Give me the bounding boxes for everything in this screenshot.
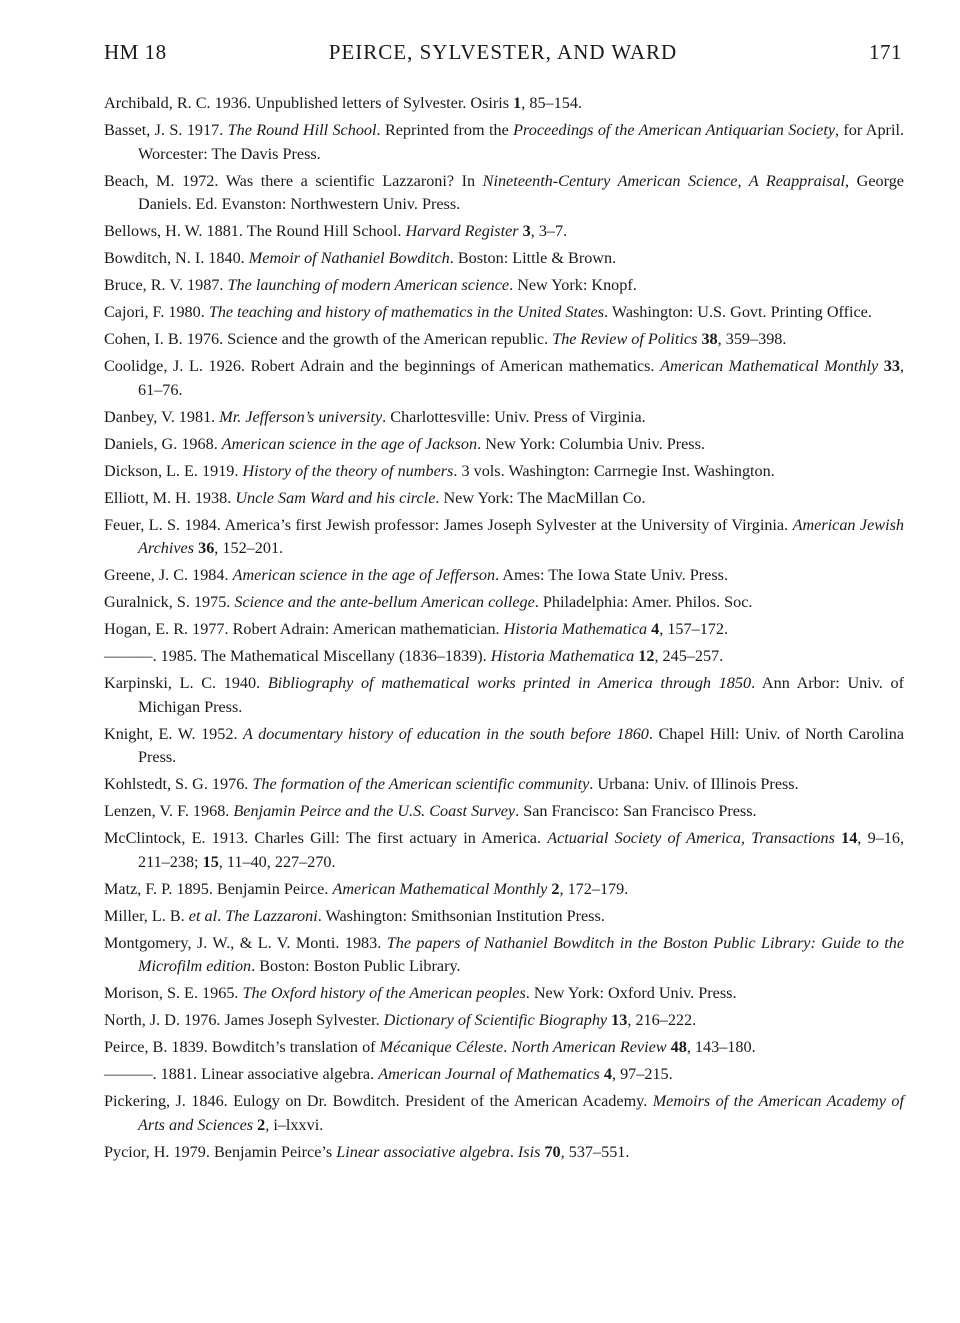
- reference-text: Pickering, J. 1846. Eulogy on Dr. Bowditch. President of the American Academy.: [104, 1092, 653, 1110]
- running-header: [104, 40, 902, 70]
- reference-text: , 143–180.: [686, 1038, 756, 1056]
- reference-title: Science and the ante-bellum American college: [234, 593, 535, 611]
- reference-entry: [104, 773, 904, 797]
- reference-entry: [104, 119, 904, 166]
- reference-title: Bibliography of mathematical works printed in America through 1850: [267, 674, 752, 692]
- reference-volume: 1: [513, 94, 522, 112]
- reference-text: Elliott, M. H. 1938.: [104, 488, 236, 507]
- reference-text: , 61–76.: [138, 357, 904, 399]
- reference-entry: [104, 92, 904, 116]
- reference-text: Matz, F. P. 1895. Benjamin Peirce.: [104, 879, 333, 898]
- reference-text: .: [217, 906, 226, 925]
- reference-text: Guralnick, S. 1975.: [104, 593, 235, 611]
- reference-title: Historia Mathematica: [503, 620, 648, 638]
- reference-text: Pycior, H. 1979. Benjamin Peirce’s: [104, 1142, 337, 1161]
- reference-text: . San Francisco: San Francisco Press.: [515, 802, 757, 820]
- reference-volume: 12: [638, 647, 655, 665]
- reference-entry: [104, 460, 904, 484]
- reference-title: Mécanique Céleste: [379, 1038, 504, 1056]
- reference-text: McClintock, E. 1913. Charles Gill: The first actuary in America.: [104, 829, 548, 847]
- reference-title: A documentary history of education in the south before 1860: [243, 724, 649, 743]
- reference-text: Bowditch, N. I. 1840.: [104, 249, 249, 267]
- reference-entry: [104, 301, 904, 325]
- reference-entry: [104, 220, 904, 244]
- reference-title: The teaching and history of mathematics in the United States: [208, 303, 605, 321]
- reference-entry: [104, 800, 904, 824]
- reference-entry: [104, 723, 904, 770]
- reference-list: [104, 92, 904, 1168]
- reference-volume: 2: [551, 879, 560, 898]
- reference-entry: [104, 355, 904, 402]
- reference-text: . Urbana: Univ. of Illinois Press.: [589, 775, 799, 793]
- reference-text: Beach, M. 1972. Was there a scientific Lazzaroni? In: [104, 171, 483, 190]
- reference-volume: 48: [670, 1038, 687, 1056]
- reference-title: Benjamin Peirce and the U.S. Coast Survey: [233, 802, 516, 820]
- reference-title: Harvard Register: [405, 222, 519, 240]
- reference-text: , 245–257.: [654, 647, 724, 665]
- reference-text: ———. 1881. Linear associative algebra.: [104, 1065, 379, 1083]
- reference-text: , George Daniels. Ed. Evanston: Northwestern Univ. Press.: [138, 171, 904, 213]
- reference-entry: [104, 827, 904, 874]
- reference-text: , 152–201.: [214, 539, 284, 557]
- reference-text: . Boston: Little & Brown.: [449, 249, 617, 267]
- reference-text: Cajori, F. 1980.: [104, 303, 209, 321]
- reference-text: . Reprinted from the: [376, 121, 514, 139]
- reference-title: The Oxford history of the American peoples: [242, 984, 526, 1002]
- reference-text: Miller, L. B.: [104, 906, 189, 925]
- reference-text: Greene, J. C. 1984.: [104, 566, 233, 584]
- reference-volume: 38: [701, 330, 718, 348]
- reference-volume: 3: [522, 222, 531, 240]
- reference-title: Isis: [517, 1142, 541, 1161]
- reference-text: Hogan, E. R. 1977. Robert Adrain: American mathematician.: [104, 620, 504, 638]
- reference-entry: [104, 1063, 904, 1087]
- reference-text: Cohen, I. B. 1976. Science and the growth of the American republic.: [104, 330, 553, 348]
- reference-text: , for April. Worcester: The Davis Press.: [138, 121, 904, 163]
- reference-text: Karpinski, L. C. 1940.: [104, 674, 268, 692]
- reference-text: Morison, S. E. 1965.: [104, 984, 243, 1002]
- reference-volume: 14: [841, 829, 858, 847]
- reference-text: Peirce, B. 1839. Bowditch’s translation of: [104, 1038, 380, 1056]
- reference-text: . Washington: U.S. Govt. Printing Office.: [604, 303, 872, 321]
- reference-text: Bellows, H. W. 1881. The Round Hill School.: [104, 222, 406, 240]
- reference-text: , 9–16, 211–238;: [138, 829, 904, 871]
- reference-text: , 11–40, 227–270.: [218, 852, 336, 871]
- reference-title: American Mathematical Monthly: [660, 357, 879, 375]
- reference-entry: [104, 618, 904, 642]
- reference-text: Feuer, L. S. 1984. America’s first Jewish professor: James Joseph Sylvester at the University of Virginia.: [104, 515, 793, 534]
- reference-title: The launching of modern American science: [227, 276, 510, 294]
- reference-text: . Boston: Boston Public Library.: [251, 957, 461, 975]
- reference-entry: [104, 170, 904, 217]
- reference-entry: [104, 1141, 904, 1165]
- reference-entry: [104, 1009, 904, 1033]
- reference-volume: 36: [198, 539, 215, 557]
- reference-text: . Ames: The Iowa State Univ. Press.: [495, 566, 728, 584]
- reference-title: Linear associative algebra: [336, 1142, 510, 1161]
- reference-text: Archibald, R. C. 1936. Unpublished letters of Sylvester. Osiris: [104, 94, 514, 112]
- reference-text: , 97–215.: [611, 1065, 673, 1083]
- reference-text: Montgomery, J. W., & L. V. Monti. 1983.: [104, 933, 387, 952]
- reference-title: American Journal of Mathematics: [378, 1065, 600, 1083]
- reference-title: Nineteenth-Century American Science, A Reappraisal: [482, 171, 846, 190]
- reference-text: , 3–7.: [530, 222, 568, 240]
- reference-title: American Jewish Archives: [138, 515, 904, 557]
- reference-entry: [104, 487, 904, 511]
- reference-text: . Charlottesville: Univ. Press of Virginia.: [382, 407, 646, 426]
- reference-text: . New York: Knopf.: [509, 276, 637, 294]
- reference-title: The Review of Politics: [552, 330, 698, 348]
- reference-text: .: [503, 1038, 512, 1056]
- reference-text: . New York: Columbia Univ. Press.: [477, 434, 705, 453]
- reference-text: Coolidge, J. L. 1926. Robert Adrain and the beginnings of American mathematics.: [104, 357, 661, 375]
- reference-text: , i–lxxvi.: [265, 1115, 324, 1134]
- running-title: PEIRCE, SYLVESTER, AND WARD: [328, 40, 678, 64]
- reference-volume: 15: [202, 852, 219, 871]
- reference-entry: [104, 406, 904, 430]
- reference-title: Uncle Sam Ward and his circle: [235, 488, 436, 507]
- reference-entry: [104, 905, 904, 929]
- reference-text: . New York: The MacMillan Co.: [435, 488, 646, 507]
- reference-title: Memoir of Nathaniel Bowditch: [248, 249, 450, 267]
- reference-entry: [104, 274, 904, 298]
- reference-entry: [104, 514, 904, 561]
- reference-title: Mr. Jefferson’s university: [219, 407, 383, 426]
- reference-title: The Round Hill School: [227, 121, 377, 139]
- reference-title: et al: [188, 906, 218, 925]
- reference-title: American science in the age of Jefferson: [232, 566, 496, 584]
- reference-title: Dictionary of Scientific Biography: [383, 1011, 608, 1029]
- reference-text: . Washington: Smithsonian Institution Press.: [317, 906, 605, 925]
- reference-volume: 13: [611, 1011, 628, 1029]
- reference-entry: [104, 591, 904, 615]
- reference-title: American Mathematical Monthly: [332, 879, 548, 898]
- reference-entry: [104, 433, 904, 457]
- reference-text: . 3 vols. Washington: Carrnegie Inst. Washington.: [453, 461, 775, 480]
- reference-text: .: [509, 1142, 518, 1161]
- reference-text: , 85–154.: [521, 94, 582, 112]
- reference-title: The papers of Nathaniel Bowditch in the Boston Public Library: Guide to the Microfilm edition: [138, 933, 905, 975]
- journal-volume-label: HM 18: [104, 40, 167, 64]
- reference-title: The formation of the American scientific community: [252, 775, 590, 793]
- reference-text: Bruce, R. V. 1987.: [104, 276, 228, 294]
- reference-text: , 537–551.: [560, 1142, 630, 1161]
- reference-volume: 4: [651, 620, 660, 638]
- reference-title: Historia Mathematica: [490, 647, 635, 665]
- reference-text: Knight, E. W. 1952.: [104, 724, 244, 743]
- reference-entry: [104, 982, 904, 1006]
- reference-entry: [104, 1090, 904, 1137]
- reference-text: Lenzen, V. F. 1968.: [104, 802, 234, 820]
- page-number: 171: [869, 40, 902, 64]
- reference-text: Kohlstedt, S. G. 1976.: [104, 775, 253, 793]
- reference-text: Dickson, L. E. 1919.: [104, 461, 243, 480]
- reference-text: , 157–172.: [659, 620, 729, 638]
- reference-text: Daniels, G. 1968.: [104, 434, 222, 453]
- reference-text: , 359–398.: [717, 330, 787, 348]
- reference-title: History of the theory of numbers: [242, 461, 454, 480]
- reference-text: , 172–179.: [559, 879, 629, 898]
- reference-title: North American Review: [511, 1038, 667, 1056]
- reference-title: Memoirs of the American Academy of Arts and Sciences: [138, 1092, 904, 1134]
- reference-text: , 216–222.: [627, 1011, 697, 1029]
- reference-text: Danbey, V. 1981.: [104, 407, 220, 426]
- reference-title: Proceedings of the American Antiquarian Society: [513, 121, 835, 139]
- reference-entry: [104, 672, 904, 719]
- reference-text: Basset, J. S. 1917.: [104, 121, 228, 139]
- reference-text: . New York: Oxford Univ. Press.: [525, 984, 737, 1002]
- reference-volume: 4: [603, 1065, 612, 1083]
- reference-entry: [104, 1036, 904, 1060]
- reference-text: ———. 1985. The Mathematical Miscellany (1836–1839).: [104, 647, 491, 665]
- reference-text: . Ann Arbor: Univ. of Michigan Press.: [138, 674, 904, 716]
- reference-text: North, J. D. 1976. James Joseph Sylvester.: [104, 1011, 384, 1029]
- reference-volume: 33: [883, 357, 900, 375]
- reference-title: The Lazzaroni: [225, 906, 318, 925]
- reference-volume: 70: [544, 1142, 561, 1161]
- reference-entry: [104, 247, 904, 271]
- reference-text: . Philadelphia: Amer. Philos. Soc.: [534, 593, 753, 611]
- reference-text: . Chapel Hill: Univ. of North Carolina Press.: [138, 724, 905, 766]
- reference-title: American science in the age of Jackson: [221, 434, 478, 453]
- reference-entry: [104, 645, 904, 669]
- reference-title: Actuarial Society of America, Transactions: [547, 829, 835, 847]
- reference-entry: [104, 932, 904, 979]
- reference-entry: [104, 564, 904, 588]
- reference-entry: [104, 878, 904, 902]
- reference-volume: 2: [257, 1115, 266, 1134]
- reference-entry: [104, 328, 904, 352]
